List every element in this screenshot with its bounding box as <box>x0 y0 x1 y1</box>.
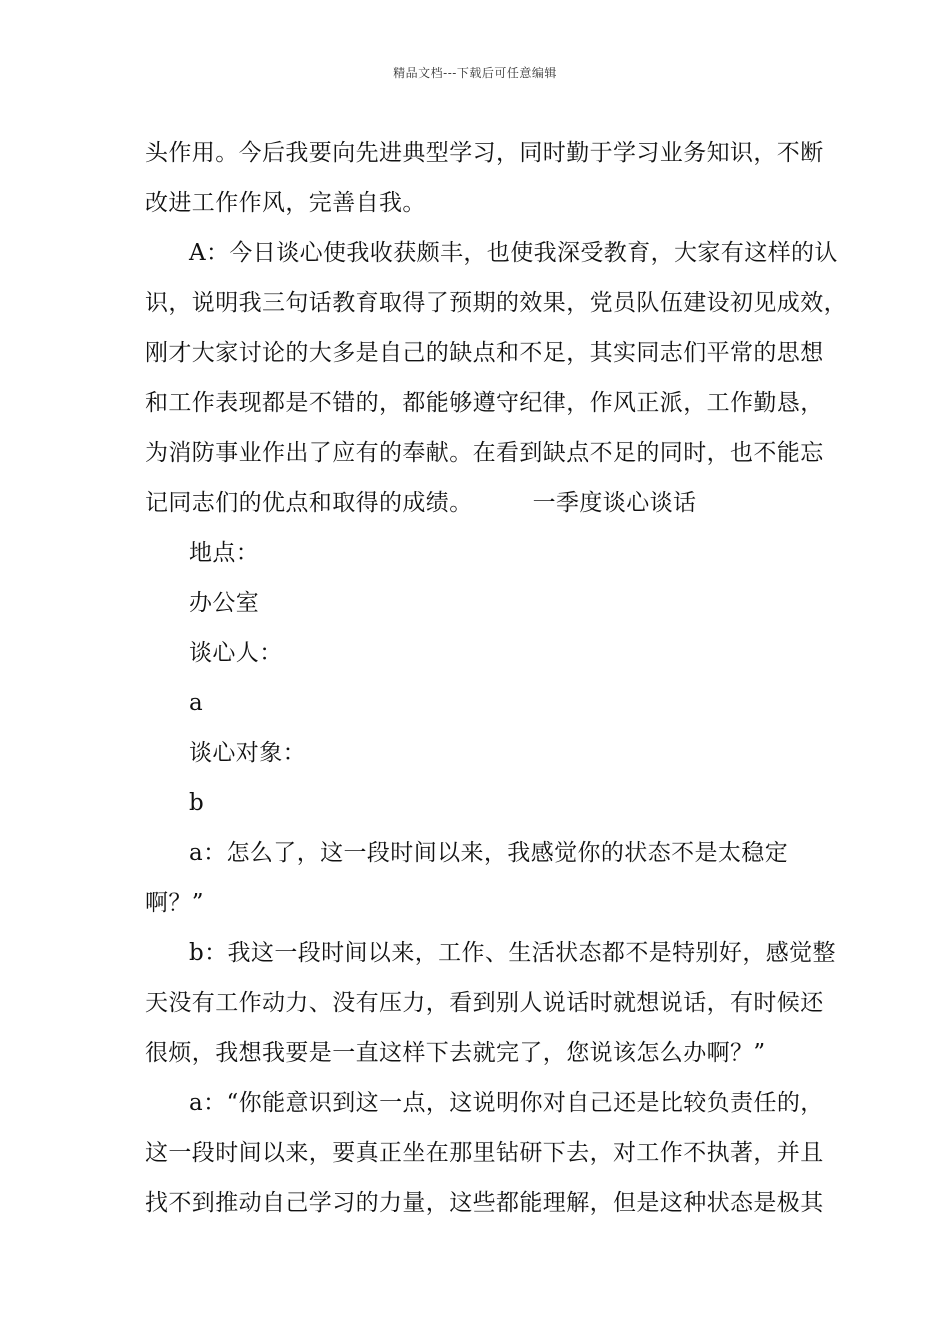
page-header: 精品文档---下载后可任意编辑 <box>393 66 557 80</box>
dialogue-line: b：我这一段时间以来，工作、生活状态都不是特别好，感觉整 <box>189 940 836 966</box>
dialogue-line: a：怎么了，这一段时间以来，我感觉你的状态不是太稳定 <box>189 840 789 866</box>
text-line: 记同志们的优点和取得的成绩。 <box>145 490 473 516</box>
text-line: A：今日谈心使我收获颇丰，也使我深受教育，大家有这样的认 <box>189 240 838 266</box>
text-line-with-heading <box>145 478 825 528</box>
field-value: 办公室 <box>189 590 260 616</box>
field-label: 谈心对象： <box>189 740 306 766</box>
dialogue-line: 很烦，我想我要是一直这样下去就完了，您说该怎么办啊？” <box>145 1040 766 1066</box>
field-value: a <box>189 690 204 716</box>
text-line: 改进工作作风，完善自我。 <box>145 190 426 216</box>
dialogue-line: a：“你能意识到这一点，这说明你对自己还是比较负责任的， <box>189 1090 824 1116</box>
text-line: 和工作表现都是不错的，都能够遵守纪律，作风正派，工作勤恳， <box>145 390 824 416</box>
text-line: 头作用。今后我要向先进典型学习，同时勤于学习业务知识，不断 <box>145 140 824 166</box>
text-line: 识，说明我三句话教育取得了预期的效果，党员队伍建设初见成效， <box>145 290 847 316</box>
field-value: b <box>189 790 205 816</box>
field-label: 地点： <box>189 540 260 566</box>
text-line: 为消防事业作出了应有的奉献。在看到缺点不足的同时，也不能忘 <box>145 440 824 466</box>
document-body <box>145 128 847 1228</box>
dialogue-line: 啊？” <box>145 890 204 916</box>
dialogue-line: 找不到推动自己学习的力量，这些都能理解，但是这种状态是极其 <box>145 1190 824 1216</box>
text-line: 刚才大家讨论的大多是自己的缺点和不足，其实同志们平常的思想 <box>145 340 824 366</box>
field-label: 谈心人： <box>189 640 283 666</box>
section-heading: 一季度谈心谈话 <box>532 490 697 516</box>
dialogue-line: 这一段时间以来，要真正坐在那里钻研下去，对工作不执著，并且 <box>145 1140 824 1166</box>
dialogue-line: 天没有工作动力、没有压力，看到别人说话时就想说话，有时候还 <box>145 990 824 1016</box>
